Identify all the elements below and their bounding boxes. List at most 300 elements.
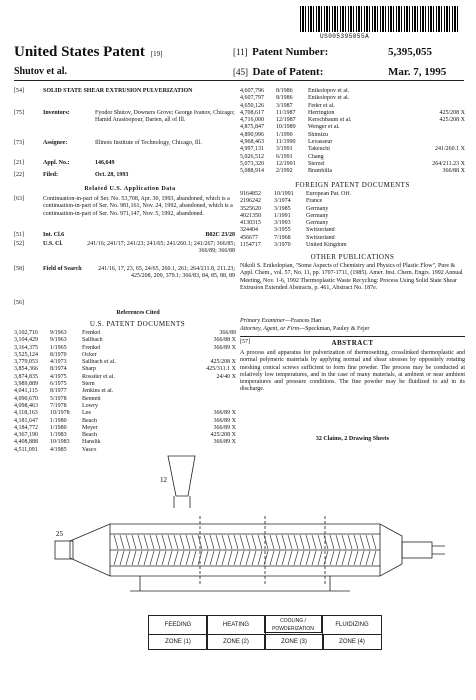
us-patent-row-cell: Chang bbox=[308, 153, 324, 160]
screw-flight bbox=[180, 535, 184, 549]
us-patent-row bbox=[240, 88, 465, 95]
field-code-56: [56] bbox=[14, 300, 24, 306]
screw-flight bbox=[162, 551, 166, 565]
screw-flight bbox=[246, 551, 250, 565]
screw-flight bbox=[138, 535, 142, 549]
screw-flight bbox=[288, 551, 292, 565]
screw-flight bbox=[342, 535, 346, 549]
us-patent-row-cell: Vasco bbox=[82, 446, 97, 453]
us-patent-row-cell: 425/208 X bbox=[210, 359, 236, 366]
us-patent-row-cell: 366/89 X bbox=[213, 417, 236, 424]
us-patent-row-cell: Sterzel bbox=[308, 160, 325, 167]
screw-flight bbox=[132, 535, 136, 549]
screw-flight bbox=[168, 551, 172, 565]
screw-flight bbox=[354, 551, 358, 565]
screw-flight bbox=[306, 551, 310, 565]
zone-3-label: ZONE (3) bbox=[264, 634, 324, 650]
us-patent-row-cell: 4,511,091 bbox=[14, 446, 38, 453]
us-patent-row bbox=[240, 168, 465, 175]
foreign-patent-row bbox=[240, 191, 465, 198]
attorney-agent: Attorney, Agent, or Firm—Speckman, Pauley & Fejer bbox=[240, 326, 370, 332]
foreign-patent-row-cell: 4021350 bbox=[240, 212, 261, 219]
screw-flight bbox=[348, 535, 352, 549]
zone-3-name: COOLING / POWDERIZATION bbox=[264, 615, 322, 633]
foreign-patent-row-cell: Germany bbox=[306, 205, 329, 212]
us-patent-row-cell: 9/1963 bbox=[50, 330, 67, 336]
screw-flight bbox=[258, 535, 262, 549]
field-code-75: [75] bbox=[14, 110, 24, 116]
us-patent-row bbox=[14, 403, 236, 410]
us-patent-row-cell: 9/1963 bbox=[50, 337, 67, 344]
us-patent-row-cell: 3,102,716 bbox=[14, 330, 38, 336]
us-patent-row-cell: Sallbach et al. bbox=[82, 359, 116, 366]
us-patent-row-cell: 4,184,772 bbox=[14, 424, 38, 431]
screw-flight bbox=[252, 551, 256, 565]
screw-flight bbox=[138, 551, 142, 565]
screw-flight bbox=[270, 551, 274, 565]
us-patent-row-cell: Enikolopov et al. bbox=[308, 95, 350, 102]
us-patent-row-cell: 1/1980 bbox=[50, 417, 67, 424]
us-patent-row bbox=[240, 124, 465, 131]
us-patent-row-cell: Herrington bbox=[308, 109, 335, 116]
foreign-patent-row-cell: 10/1991 bbox=[274, 191, 294, 197]
us-patent-row bbox=[14, 359, 236, 366]
screw-flight bbox=[228, 535, 232, 549]
screw-flight bbox=[330, 551, 334, 565]
us-patent-row-cell: 1/1965 bbox=[50, 344, 67, 351]
us-patent-row bbox=[14, 374, 236, 381]
foreign-patent-row-cell: 3/1955 bbox=[274, 227, 291, 234]
foreign-patent-row-cell: 3525620 bbox=[240, 205, 261, 212]
screw-flight bbox=[192, 535, 196, 549]
us-patent-row-cell: 10/1983 bbox=[50, 439, 70, 446]
us-patent-row-cell: 425/208 X bbox=[210, 432, 236, 439]
us-patent-row-cell: Lee bbox=[82, 410, 91, 417]
inventors-value: Fyodor Shutov, Downers Grove; George Ivanov, Chicago; Hamid Arastoopour, Darien, all of Ill. bbox=[95, 110, 235, 124]
foreign-patent-row bbox=[240, 242, 465, 249]
screw-flight bbox=[114, 535, 118, 549]
us-patent-row-cell: 4,890,996 bbox=[240, 131, 264, 138]
foreign-patent-row bbox=[240, 220, 465, 227]
us-patent-row-cell: Rossiter et al. bbox=[82, 373, 115, 380]
us-patent-row-cell: 5/1978 bbox=[50, 395, 67, 402]
us-patent-row-cell: Frenkel bbox=[82, 344, 101, 351]
us-patent-row bbox=[14, 330, 236, 337]
screw-flight bbox=[276, 535, 280, 549]
us-patent-row-cell: 4,650,126 bbox=[240, 102, 264, 109]
screw-flight bbox=[222, 535, 226, 549]
screw-flight bbox=[126, 535, 130, 549]
us-patent-row-cell: 2/1992 bbox=[276, 168, 293, 175]
foreign-patent-row-cell: Germany bbox=[306, 212, 329, 219]
us-patent-row-cell: 8/1970 bbox=[50, 351, 67, 358]
us-patent-row-cell: 4,041,115 bbox=[14, 388, 38, 395]
us-patent-row-cell: 425/311.1 X bbox=[206, 366, 236, 373]
screw-flight bbox=[186, 535, 190, 549]
abstract-text: A process and apparatus for pulverization of thermosetting, crosslinked thermoplastic and normal polymeric materials by applying normal and shear stresses by oppositely rotating meshing conical screws sufficient to form fine powder. The process may be conducted at relatively low temperatures, and in the case of many materials, at ambient or near ambient temperatures and pressure conditions. The fine powder may be fluidized to aid in its discharge. bbox=[240, 350, 465, 393]
us-patent-row bbox=[240, 117, 465, 124]
foreign-patent-row-cell: 3/1993 bbox=[274, 220, 291, 227]
us-patent-row-cell: 24/40 X bbox=[216, 373, 236, 380]
appl-no-label: Appl. No.: bbox=[43, 160, 70, 166]
us-patent-row-cell: 366/89 X bbox=[213, 344, 236, 351]
foreign-patent-docs-heading: FOREIGN PATENT DOCUMENTS bbox=[295, 181, 410, 189]
us-patent-row bbox=[240, 95, 465, 102]
extruder-drawing bbox=[50, 446, 450, 611]
screw-flight bbox=[216, 551, 220, 565]
us-patent-docs-heading: U.S. PATENT DOCUMENTS bbox=[89, 320, 186, 328]
us-patent-row-cell: 4/1975 bbox=[50, 373, 67, 380]
appl-no-value: 146,649 bbox=[95, 160, 115, 166]
screw-flight bbox=[246, 535, 250, 549]
us-patent-row-cell: Feder et al. bbox=[308, 102, 335, 109]
screw-flight bbox=[150, 551, 154, 565]
foreign-patent-row-cell: 3/1974 bbox=[274, 198, 291, 205]
screw-flight bbox=[300, 551, 304, 565]
us-patent-row-cell: 3,854,366 bbox=[14, 366, 38, 373]
field-code-52: [52] bbox=[14, 241, 24, 247]
foreign-patent-row-cell: 7/1968 bbox=[274, 234, 291, 241]
us-patent-row-cell: Wenger et al. bbox=[308, 124, 340, 131]
us-patent-row-cell: 4,997,131 bbox=[240, 146, 264, 153]
us-patent-row-cell: 1/1990 bbox=[276, 131, 293, 138]
patent-authors: Shutov et al. bbox=[14, 66, 68, 77]
screw-flight bbox=[336, 551, 340, 565]
screw-flight bbox=[132, 551, 136, 565]
filed-value: Oct. 28, 1993 bbox=[95, 172, 129, 178]
patent-title: United States Patent [19] bbox=[14, 44, 163, 60]
us-patent-row-cell: 4,408,888 bbox=[14, 439, 38, 446]
us-patent-row-cell: 3,989,889 bbox=[14, 381, 38, 388]
us-patent-row-cell: Sharp bbox=[82, 366, 96, 373]
zone-table bbox=[148, 615, 428, 657]
us-patent-row-cell: 366/89 X bbox=[213, 410, 236, 417]
foreign-patent-row-cell: 2196242 bbox=[240, 198, 261, 205]
us-patent-row-cell: Takeuchi bbox=[308, 146, 330, 153]
us-patent-row bbox=[240, 132, 465, 139]
us-patent-row-cell: 366/89 X bbox=[213, 439, 236, 446]
screw-flight bbox=[234, 535, 238, 549]
foreign-patent-row-cell: 324404 bbox=[240, 227, 258, 234]
screw-flight bbox=[126, 551, 130, 565]
us-patent-row-cell: 10/1989 bbox=[276, 124, 296, 131]
screw-flight bbox=[216, 535, 220, 549]
us-patent-row-cell: 8/1974 bbox=[50, 366, 67, 373]
field-code-21: [21] bbox=[14, 160, 24, 166]
field-of-search-value: 241/16, 17, 23, 65, 24/65, 260.1, 261; 264/211.8, 211.23; 425/208, 209, 379.1; 366/83, 84, 85, 88, 89 bbox=[98, 266, 235, 280]
us-patent-row bbox=[240, 139, 465, 146]
foreign-patent-row bbox=[240, 213, 465, 220]
us-patent-row-cell: Levasseur bbox=[308, 139, 333, 146]
us-patent-row bbox=[240, 103, 465, 110]
us-patent-row-cell: Hanslik bbox=[82, 439, 101, 446]
screw-flight bbox=[210, 551, 214, 565]
us-patent-row-cell: 4,367,190 bbox=[14, 432, 38, 439]
us-patent-row-cell: 264/211.23 X bbox=[432, 160, 465, 167]
screw-flight bbox=[294, 535, 298, 549]
screw-flight bbox=[318, 535, 322, 549]
foreign-patent-row bbox=[240, 227, 465, 234]
us-patent-row-cell: 4,875,847 bbox=[240, 124, 264, 131]
us-patent-row-cell: 4,708,617 bbox=[240, 109, 264, 116]
us-patent-row-cell: 4,716,000 bbox=[240, 117, 264, 124]
us-patent-row-cell: Sallbach bbox=[82, 337, 103, 344]
foreign-patent-row-cell: 9164852 bbox=[240, 191, 261, 197]
us-patent-row-cell: 6/1975 bbox=[50, 381, 67, 388]
screw-flight bbox=[210, 535, 214, 549]
barcode-number: US005395055A bbox=[320, 33, 370, 40]
screw-flight bbox=[120, 535, 124, 549]
us-patent-row-cell: 366/88 X bbox=[442, 168, 465, 175]
us-patent-row bbox=[240, 110, 465, 117]
field-code-54: [54] bbox=[14, 88, 24, 94]
us-patent-docs-list-right bbox=[240, 88, 465, 176]
screw-flight bbox=[144, 551, 148, 565]
us-patent-row bbox=[14, 388, 236, 395]
us-patent-row bbox=[14, 366, 236, 373]
screw-flight bbox=[240, 551, 244, 565]
foreign-patent-docs-list bbox=[240, 191, 465, 249]
foreign-patent-row-cell: Germany bbox=[306, 220, 329, 227]
us-patent-row-cell: 4,118,163 bbox=[14, 410, 38, 417]
us-patent-row-cell: 366/89 X bbox=[213, 424, 236, 431]
screw-flight bbox=[156, 551, 160, 565]
us-patent-row-cell: 1/1980 bbox=[50, 424, 67, 431]
us-patent-row-cell: 241/260.1 X bbox=[435, 146, 465, 153]
screw-flight bbox=[114, 551, 118, 565]
us-patent-row-cell: Bennett bbox=[82, 395, 101, 402]
primary-examiner: Primary Examiner—Frances Han bbox=[240, 318, 321, 324]
screw-flight bbox=[228, 551, 232, 565]
foreign-patent-row bbox=[240, 206, 465, 213]
us-patent-row-cell: 8/1977 bbox=[50, 388, 67, 395]
us-patent-row-cell: 366/88 X bbox=[213, 337, 236, 344]
us-patent-row-cell: 3/1987 bbox=[276, 102, 293, 109]
screw-flight bbox=[294, 551, 298, 565]
us-patent-row-cell: Kerschbaum et al. bbox=[308, 117, 352, 124]
us-patent-row-cell: 4,607,796 bbox=[240, 88, 264, 94]
screw-flight bbox=[354, 535, 358, 549]
us-patent-row-cell: Ocker bbox=[82, 351, 97, 358]
screw-flight bbox=[174, 551, 178, 565]
us-patent-row-cell: 8/1986 bbox=[276, 95, 293, 102]
screw-flight bbox=[372, 535, 376, 549]
foreign-patent-row-cell: 1154717 bbox=[240, 242, 261, 249]
screw-flight bbox=[270, 535, 274, 549]
field-code-51: [51] bbox=[14, 232, 24, 238]
us-cl-label: U.S. Cl. bbox=[43, 241, 63, 247]
zone-4-label: ZONE (4) bbox=[322, 634, 382, 650]
screw-flight bbox=[222, 551, 226, 565]
us-patent-row bbox=[14, 345, 236, 352]
screw-flight bbox=[204, 551, 208, 565]
us-patent-row-cell: 11/1990 bbox=[276, 139, 296, 146]
screw-flight bbox=[144, 535, 148, 549]
us-patent-row-cell: Beach bbox=[82, 417, 97, 424]
figure-ref-side: 25 bbox=[56, 530, 63, 538]
us-patent-row-cell: 12/1991 bbox=[276, 160, 296, 167]
us-patent-row-cell: 3/1991 bbox=[276, 146, 293, 153]
foreign-patent-row-cell: Switzerland bbox=[306, 234, 335, 241]
us-patent-row-cell: 10/1978 bbox=[50, 410, 70, 417]
abstract-code: [57] bbox=[240, 339, 250, 345]
screw-flight bbox=[234, 551, 238, 565]
us-patent-row-cell: 3,525,124 bbox=[14, 351, 38, 358]
screw-flight bbox=[312, 551, 316, 565]
foreign-patent-row bbox=[240, 198, 465, 205]
screw-flight bbox=[162, 535, 166, 549]
us-patent-row bbox=[14, 425, 236, 432]
screw-flight bbox=[174, 535, 178, 549]
barcode bbox=[300, 6, 460, 32]
us-patent-docs-list-left bbox=[14, 330, 236, 454]
us-patent-row bbox=[14, 396, 236, 403]
screw-flight bbox=[366, 551, 370, 565]
us-patent-row-cell: 5,088,914 bbox=[240, 168, 264, 175]
screw-flight bbox=[156, 535, 160, 549]
screw-flight bbox=[336, 535, 340, 549]
figure-ref-top: 12 bbox=[160, 476, 167, 484]
us-patent-row-cell: 4/1973 bbox=[50, 359, 67, 366]
patent-number-line: [11] Patent Number: 5,395,055 bbox=[233, 46, 432, 58]
us-patent-row bbox=[14, 381, 236, 388]
us-patent-row-cell: 1/1983 bbox=[50, 432, 67, 439]
screw-flight bbox=[252, 535, 256, 549]
us-patent-row-cell: Shimizu bbox=[308, 131, 329, 138]
zone-1-label: ZONE (1) bbox=[148, 634, 208, 650]
screw-flight bbox=[276, 551, 280, 565]
zone-1-name: FEEDING bbox=[148, 615, 208, 635]
header-rule bbox=[14, 80, 464, 81]
us-patent-row-cell: Enikolopov et al. bbox=[308, 88, 350, 94]
us-patent-row-cell: 3,779,053 bbox=[14, 359, 38, 366]
us-patent-row-cell: 3,164,375 bbox=[14, 344, 38, 351]
us-patent-row-cell: Brambilla bbox=[308, 168, 332, 175]
field-code-63: [63] bbox=[14, 196, 24, 202]
foreign-patent-row-cell: 3/1985 bbox=[274, 205, 291, 212]
references-cited-heading: References Cited bbox=[116, 310, 160, 316]
screw-flight bbox=[186, 551, 190, 565]
us-cl-value: 241/16; 241/17; 241/23; 241/65; 241/260.1; 241/267; 366/85; 366/89; 366/88 bbox=[87, 241, 235, 255]
screw-flight bbox=[204, 535, 208, 549]
screw-flight bbox=[318, 551, 322, 565]
us-patent-row-cell: 6/1991 bbox=[276, 153, 293, 160]
field-code-58: [58] bbox=[14, 266, 24, 272]
us-patent-row-cell: 3,874,835 bbox=[14, 373, 38, 380]
filed-label: Filed: bbox=[43, 172, 58, 178]
claims-line: 32 Claims, 2 Drawing Sheets bbox=[315, 436, 390, 442]
screw-flight bbox=[120, 551, 124, 565]
us-patent-row-cell: 3,104,429 bbox=[14, 337, 38, 344]
us-patent-row-cell: Beach bbox=[82, 432, 97, 439]
continuation-text: Continuation-in-part of Ser. No. 53,708, Apr. 30, 1993, abandoned, which is a continuation-in-part of Ser. No. 981,161, Nov. 24, 1992, abandoned, which is a continuation-in-part of Ser. No. 971,147, Nov. 5, 1992, abandoned. bbox=[43, 196, 233, 217]
zone-4-name: FLUIDIZING bbox=[322, 615, 382, 635]
invention-title: SOLID STATE SHEAR EXTRUSION PULVERIZATION bbox=[43, 88, 193, 94]
inventors-label: Inventors: bbox=[43, 110, 70, 116]
us-patent-row-cell: 5,026,512 bbox=[240, 153, 264, 160]
us-patent-row bbox=[240, 154, 465, 161]
assignee-label: Assignee: bbox=[43, 140, 68, 146]
us-patent-row-cell: Lowry bbox=[82, 402, 98, 409]
us-patent-row-cell: 425/208 X bbox=[439, 117, 465, 124]
us-patent-row-cell: 12/1987 bbox=[276, 117, 296, 124]
foreign-patent-row-cell: France bbox=[306, 198, 323, 205]
foreign-patent-row-cell: 1/1991 bbox=[274, 212, 291, 219]
screw-flight bbox=[360, 535, 364, 549]
screw-flight bbox=[288, 535, 292, 549]
us-patent-row-cell: 4/1985 bbox=[50, 446, 67, 453]
us-patent-row bbox=[14, 337, 236, 344]
screw-flight bbox=[282, 551, 286, 565]
screw-flight bbox=[330, 535, 334, 549]
foreign-patent-row-cell: United Kingdom bbox=[306, 242, 347, 249]
screw-flight bbox=[192, 551, 196, 565]
other-publications-heading: OTHER PUBLICATIONS bbox=[310, 253, 395, 261]
screw-flight bbox=[300, 535, 304, 549]
screw-flight bbox=[282, 535, 286, 549]
us-patent-row-cell: 4,181,647 bbox=[14, 417, 38, 424]
us-patent-row-cell: Frenkel bbox=[82, 330, 101, 336]
us-patent-row bbox=[14, 352, 236, 359]
us-patent-row-cell: 7/1978 bbox=[50, 402, 67, 409]
screw-flight bbox=[360, 551, 364, 565]
us-patent-row bbox=[14, 432, 236, 439]
screw-flight bbox=[306, 535, 310, 549]
screw-flight bbox=[372, 551, 376, 565]
us-patent-row-cell: 4,607,797 bbox=[240, 95, 264, 102]
us-patent-row-cell: Meyer bbox=[82, 424, 98, 431]
us-patent-row-cell: 4,090,670 bbox=[14, 395, 38, 402]
us-patent-row-cell: 11/1987 bbox=[276, 109, 296, 116]
screw-flight bbox=[366, 535, 370, 549]
us-patent-row-cell: 4,098,463 bbox=[14, 402, 38, 409]
field-code-22: [22] bbox=[14, 172, 24, 178]
screw-flight bbox=[168, 535, 172, 549]
abstract-rule bbox=[240, 336, 465, 337]
foreign-patent-row-cell: Switzerland bbox=[306, 227, 335, 234]
foreign-patent-row bbox=[240, 235, 465, 242]
zone-2-label: ZONE (2) bbox=[206, 634, 266, 650]
us-patent-row-cell: Jenkins et al. bbox=[82, 388, 114, 395]
us-patent-row-cell: 5,073,320 bbox=[240, 160, 264, 167]
date-of-patent-line: [45] Date of Patent: Mar. 7, 1995 bbox=[233, 66, 447, 78]
field-of-search-label: Field of Search bbox=[43, 266, 82, 272]
zone-2-name: HEATING bbox=[206, 615, 266, 635]
us-patent-row bbox=[240, 161, 465, 168]
screw-flight bbox=[180, 551, 184, 565]
screw-flight bbox=[258, 551, 262, 565]
screw-flight bbox=[240, 535, 244, 549]
us-patent-row-cell: 366/89 bbox=[219, 330, 236, 336]
us-patent-row bbox=[240, 146, 465, 153]
screw-flight bbox=[312, 535, 316, 549]
us-patent-row-cell: 425/208 X bbox=[439, 109, 465, 116]
assignee-value: Illinois Institute of Technology, Chicago, Ill. bbox=[95, 140, 202, 146]
foreign-patent-row-cell: 456677 bbox=[240, 234, 258, 241]
screw-flight bbox=[348, 551, 352, 565]
int-cl-value: B02C 23/28 bbox=[205, 232, 235, 238]
us-patent-row-cell: 4,968,463 bbox=[240, 139, 264, 146]
foreign-patent-row-cell: 4130315 bbox=[240, 220, 261, 227]
foreign-patent-row-cell: European Pat. Off. bbox=[306, 191, 351, 197]
us-patent-row-cell: 8/1986 bbox=[276, 88, 293, 94]
field-code-73: [73] bbox=[14, 140, 24, 146]
us-patent-row bbox=[14, 418, 236, 425]
screw-flight bbox=[150, 535, 154, 549]
us-patent-row-cell: Stern bbox=[82, 381, 95, 388]
screw-flight bbox=[342, 551, 346, 565]
related-data-heading: Related U.S. Application Data bbox=[84, 186, 176, 192]
